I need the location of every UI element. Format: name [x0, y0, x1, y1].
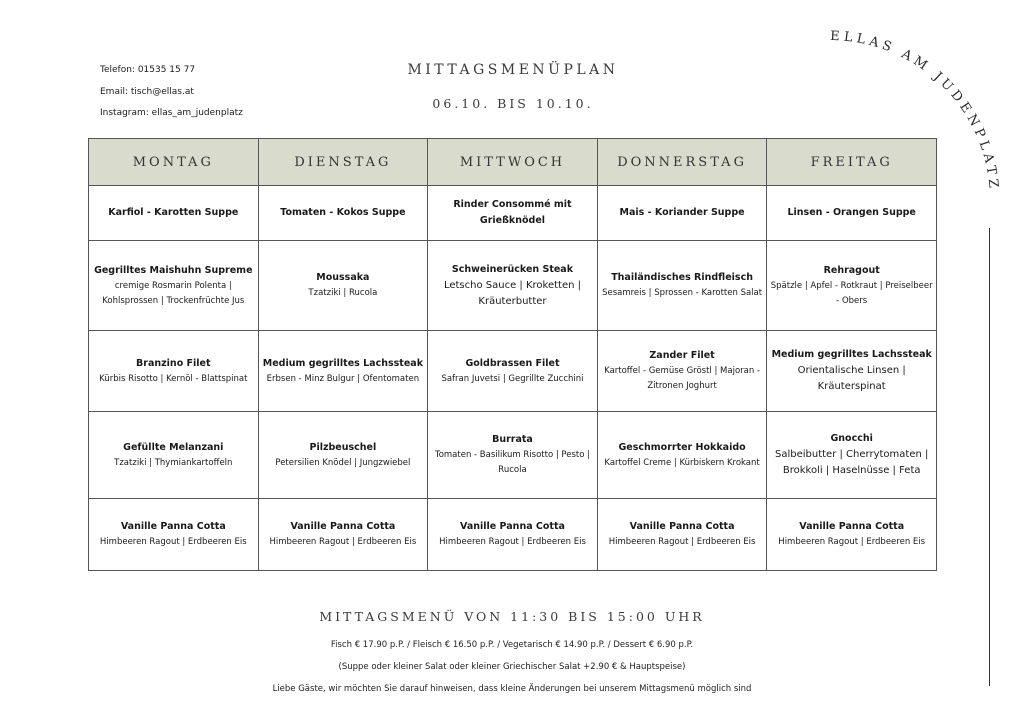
day-header-tuesday: DIENSTAG — [258, 139, 428, 186]
dish-sides: Erbsen - Minz Bulgur | Ofentomaten — [266, 373, 420, 384]
dish-sides: Himbeeren Ragout | Erdbeeren Eis — [99, 537, 247, 547]
dish-sides: cremige Rosmarin Polenta | Kohlsprossen | Trockenfrüchte Jus — [102, 280, 245, 306]
dish-name: Schweinerücken Steak — [451, 263, 574, 275]
dish-name: Tomaten - Kokos Suppe — [280, 207, 406, 218]
dish-name: Vanille Panna Cotta — [799, 521, 905, 532]
dish-name: Mais - Koriander Suppe — [619, 207, 745, 218]
dish-name: Gegrilltes Maishuhn Supreme — [94, 264, 253, 276]
menu-cell — [767, 412, 937, 499]
price-list-text: Fisch € 17.90 p.P. / Fleisch € 16.50 p.P. / Vegetarisch € 14.90 p.P. / Dessert € 6.90 p.P. — [330, 640, 694, 650]
menu-cell — [767, 331, 937, 412]
day-header-row — [89, 139, 937, 186]
dish-name: Branzino Filet — [136, 357, 211, 369]
brand-text: ELLAS AM JUDENPLATZ — [829, 28, 1001, 193]
dish-name: Linsen - Orangen Suppe — [787, 207, 916, 218]
menu-cell — [258, 331, 428, 412]
menu-cell — [767, 186, 937, 241]
menu-cell — [258, 241, 428, 331]
dish-sides: Orientalische Linsen | Kräuterspinat — [797, 365, 906, 392]
dish-sides: Salbeibutter | Cherrytomaten | Brokkoli | Haselnüsse | Feta — [775, 449, 929, 476]
dish-name: Zander Filet — [649, 350, 715, 361]
table-row-vegetarian — [89, 412, 937, 499]
menu-table — [88, 138, 937, 571]
menu-cell — [597, 186, 767, 241]
lunch-hours-title: MITTAGSMENÜ VON 11:30 BIS 15:00 UHR — [319, 609, 705, 624]
instagram-text: Instagram: ellas_am_judenplatz — [100, 108, 243, 118]
dish-sides: Sesamreis | Sprossen - Karotten Salat — [602, 288, 763, 298]
dish-name: Thailändisches Rindfleisch — [611, 272, 753, 283]
menu-cell — [428, 412, 598, 499]
dish-name: Karfiol - Karotten Suppe — [108, 207, 239, 218]
dish-sides: Safran Juvetsi | Gegrillte Zucchini — [441, 373, 584, 384]
dish-name: Rehragout — [823, 264, 880, 276]
dish-name: Vanille Panna Cotta — [120, 521, 226, 532]
menu-cell — [428, 241, 598, 331]
date-range: 06.10. BIS 10.10. — [432, 96, 594, 111]
dish-name: Medium gegrilltes Lachssteak — [262, 357, 424, 369]
menu-cell — [89, 331, 259, 412]
menu-cell — [767, 499, 937, 571]
dish-name: Vanille Panna Cotta — [629, 521, 735, 532]
menu-cell — [89, 241, 259, 331]
phone-text: Telefon: 01535 15 77 — [100, 65, 196, 75]
menu-cell — [258, 499, 428, 571]
dish-name: Geschmorrter Hokkaido — [618, 441, 746, 453]
table-row-fish — [89, 331, 937, 412]
menu-cell — [89, 186, 259, 241]
dish-sides: Petersilien Knödel | Jungzwiebel — [275, 457, 411, 468]
menu-cell — [428, 499, 598, 571]
table-row-meat — [89, 241, 937, 331]
notice-text: Liebe Gäste, wir möchten Sie darauf hinweisen, dass kleine Änderungen bei unserem Mittagsmenü möglich sind — [272, 684, 752, 694]
dish-sides: Himbeeren Ragout | Erdbeeren Eis — [608, 537, 756, 547]
extras-text: (Suppe oder kleiner Salat oder kleiner Griechischer Salat +2.90 € & Hauptspeise) — [338, 662, 686, 672]
dish-sides: Kartoffel Creme | Kürbiskern Krokant — [604, 457, 760, 468]
dish-name: Burrata — [492, 434, 533, 445]
menu-cell — [597, 412, 767, 499]
dish-sides: Tomaten - Basilikum Risotto | Pesto | Rucola — [434, 450, 591, 475]
dish-sides: Tzatziki | Thymiankartoffeln — [114, 457, 233, 468]
menu-cell — [258, 186, 428, 241]
table-row-soup — [89, 186, 937, 241]
dish-name: Goldbrassen Filet — [465, 357, 560, 369]
day-header-thursday: DONNERSTAG — [597, 139, 767, 186]
dish-name: Gefüllte Melanzani — [123, 441, 224, 453]
dish-sides: Kürbis Risotto | Kernöl - Blattspinat — [99, 373, 248, 384]
dish-name: Rinder Consommé mit Grießknödel — [453, 199, 572, 226]
dish-name: Vanille Panna Cotta — [290, 521, 396, 532]
day-header-wednesday: MITTWOCH — [428, 139, 598, 186]
dish-name: Gnocchi — [830, 433, 873, 444]
dish-sides: Tzatziki | Rucola — [308, 288, 378, 298]
menu-cell — [597, 241, 767, 331]
contact-block — [100, 60, 243, 125]
dish-name: Moussaka — [316, 272, 370, 283]
menu-cell — [89, 499, 259, 571]
dish-sides: Himbeeren Ragout | Erdbeeren Eis — [439, 537, 586, 547]
dish-sides: Letscho Sauce | Kroketten | Kräuterbutter — [443, 279, 581, 307]
menu-cell — [428, 331, 598, 412]
menu-cell — [89, 412, 259, 499]
email-text: Email: tisch@ellas.at — [100, 86, 194, 97]
dish-sides: Spätzle | Apfel - Rotkraut | Preiselbeer - Obers — [770, 280, 933, 306]
menu-cell — [597, 331, 767, 412]
menu-cell — [767, 241, 937, 331]
dish-sides: Himbeeren Ragout | Erdbeeren Eis — [269, 537, 417, 547]
day-header-monday: MONTAG — [89, 139, 259, 186]
dish-name: Medium gegrilltes Lachssteak — [771, 349, 932, 360]
day-header-friday: FREITAG — [767, 139, 937, 186]
menu-cell — [428, 186, 598, 241]
dish-sides: Kartoffel - Gemüse Gröstl | Majoran - Zitronen Joghurt — [604, 366, 761, 391]
page-title: MITTAGSMENÜPLAN — [407, 62, 619, 78]
dish-name: Vanille Panna Cotta — [460, 521, 565, 532]
menu-cell — [597, 499, 767, 571]
dish-sides: Himbeeren Ragout | Erdbeeren Eis — [778, 537, 926, 547]
menu-cell — [258, 412, 428, 499]
table-row-dessert — [89, 499, 937, 571]
dish-name: Pilzbeuschel — [309, 441, 377, 453]
